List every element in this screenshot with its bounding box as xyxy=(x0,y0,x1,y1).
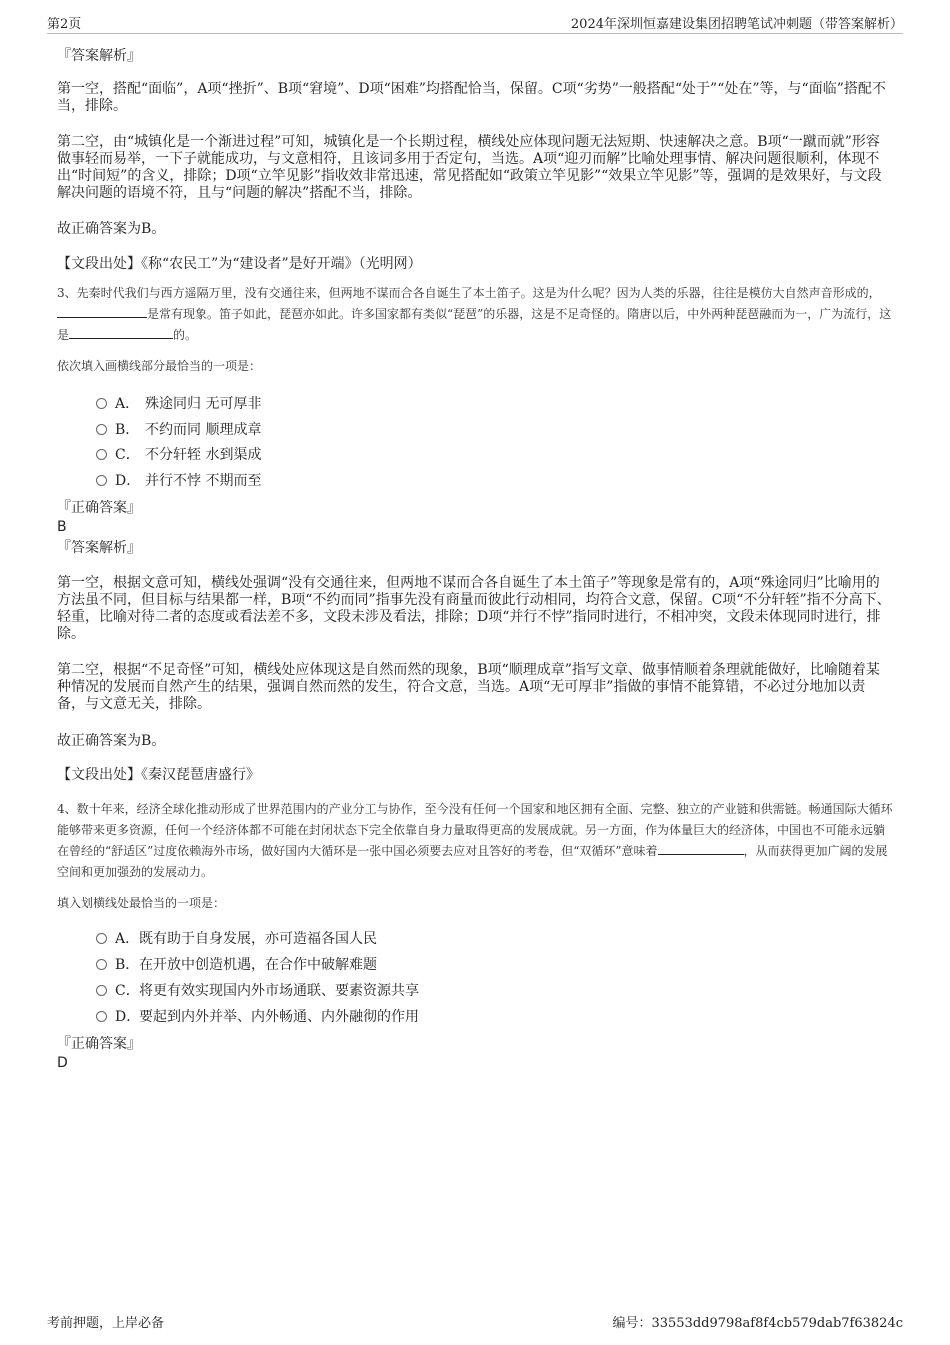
q4-option-b[interactable]: B．在开放中创造机遇，在合作中破解难题 xyxy=(96,955,377,975)
radio-icon[interactable] xyxy=(96,933,107,944)
radio-icon[interactable] xyxy=(96,424,107,435)
q3-stem-part3: 的。 xyxy=(173,328,198,342)
q3-option-a[interactable]: A． 殊途同归 无可厚非 xyxy=(96,394,261,414)
q3-stem-part2: 是常有现象。笛子如此，琵琶亦如此。许多国家都有类似“琵琶”的乐器，这是不足奇怪的。隋唐以后，中外两种琵琶融而为一，广为流行，这是 xyxy=(57,307,892,342)
page-number: 第2页 xyxy=(47,17,82,32)
q4-answer-label: 『正确答案』 xyxy=(57,1036,141,1052)
q2-source: 【文段出处】《称“农民工”为“建设者”是好开端》（光明网） xyxy=(57,256,422,272)
q4-option-c[interactable]: C．将更有效实现国内外市场通联、要素资源共享 xyxy=(96,981,419,1001)
q3-analysis-para1: 第一空，根据文意可知，横线处强调“没有交通往来，但两地不谋而合各自诞生了本土笛子”等现象是常有的，A项“殊途同归”比喻用的方法虽不同，但目标与结果都一样，B项“不约而同”指事先没有商量而彼此行动相同，均符合文意，保留。C项“不分轩轾”指不分高下、轻重，比喻对待二者的态度或看法差不多，文段未涉及看法，排除；D项“并行不悖”指同时进行，不相冲突，文段未体现同时进行，排除。 xyxy=(57,575,891,642)
q4-stem-part2: ，从而获得更加广阔的发展空间和更加强劲的发展动力。 xyxy=(57,844,888,879)
q4-blank xyxy=(658,842,744,855)
q3-source: 【文段出处】《秦汉琵琶唐盛行》 xyxy=(57,767,260,783)
page-footer xyxy=(47,1312,903,1334)
q3-analysis-para2: 第二空，根据“不足奇怪”可知，横线处应体现这是自然而然的现象，B项“顺理成章”指写文章、做事情顺着条理就能做好，比喻随着某种情况的发展而自然产生的结果，强调自然而然的发生，符合文意，当选。A项“无可厚非”指做的事情不能算错，不必过分地加以责备，与文意无关，排除。 xyxy=(57,662,880,712)
document-id: 编号：33553dd9798af8f4cb579dab7f63824c xyxy=(612,1316,903,1331)
q2-analysis-para2: 第二空，由“城镇化是一个渐进过程”可知，城镇化是一个长期过程，横线处应体现问题无法短期、快速解决之意。B项“一蹴而就”形容做事轻而易举，一下子就能成功，与文意相符，且该词多用于否定句，当选。A项“迎刃而解”比喻处理事情、解决问题很顺利，体现不出“时间短”的含义，排除；D项“立竿见影”指收效非常迅速，常见搭配如“政策立竿见影”“效果立竿见影”等，强调的是效果好，与文段解决问题的语境不符，且与“问题的解决”搭配不当，排除。 xyxy=(57,134,882,201)
q4-option-a[interactable]: A．既有助于自身发展，亦可造福各国人民 xyxy=(96,929,377,949)
q4-option-d[interactable]: D．要起到内外并举、内外畅通、内外融彻的作用 xyxy=(96,1007,419,1027)
q3-blank-1 xyxy=(57,305,147,318)
q3-analysis-label: 『答案解析』 xyxy=(57,540,141,556)
q3-prompt: 依次填入画横线部分最恰当的一项是： xyxy=(57,359,262,373)
q3-answer: B xyxy=(57,519,67,535)
q2-conclusion: 故正确答案为B。 xyxy=(57,221,166,237)
q3-stem xyxy=(57,283,893,346)
radio-icon[interactable] xyxy=(96,1011,107,1022)
q4-prompt: 填入划横线处最恰当的一项是： xyxy=(57,896,226,910)
q2-analysis-label: 『答案解析』 xyxy=(57,48,141,64)
q3-option-b[interactable]: B． 不约而同 顺理成章 xyxy=(96,420,261,440)
q3-answer-label: 『正确答案』 xyxy=(57,500,141,516)
radio-icon[interactable] xyxy=(96,475,107,486)
q2-analysis-para1: 第一空，搭配“面临”，A项“挫折”、B项“窘境”、D项“困难”均搭配恰当，保留。C项“劣势”一般搭配“处于”“处在”等，与“面临”搭配不当，排除。 xyxy=(57,81,886,114)
q3-option-c[interactable]: C． 不分轩轾 水到渠成 xyxy=(96,445,261,465)
q4-stem-part1: 4、数十年来，经济全球化推动形成了世界范围内的产业分工与协作，至今没有任何一个国家和地区拥有全面、完整、独立的产业链和供需链。畅通国际大循环能够带来更多资源，任何一个经济体都不可能在封闭状态下完全依靠自身力量取得更高的发展成就。另一方面，作为体量巨大的经济体，中国也不可能永远躺在曾经的“舒适区”过度依赖海外市场，做好国内大循环是一张中国必须要去应对且答好的考卷，但“双循环”意味着 xyxy=(57,802,893,858)
radio-icon[interactable] xyxy=(96,985,107,996)
radio-icon[interactable] xyxy=(96,959,107,970)
page-header xyxy=(47,13,903,34)
q3-conclusion: 故正确答案为B。 xyxy=(57,733,166,749)
radio-icon[interactable] xyxy=(96,398,107,409)
q3-stem-part1: 3、先秦时代我们与西方遥隔万里，没有交通往来，但两地不谋而合各自诞生了本土笛子。这是为什么呢？因为人类的乐器，往往是模仿大自然声音形成的， xyxy=(57,286,881,300)
q3-blank-2 xyxy=(69,326,173,339)
footer-slogan: 考前押题，上岸必备 xyxy=(47,1316,165,1331)
radio-icon[interactable] xyxy=(96,449,107,460)
q3-option-d[interactable]: D． 并行不悖 不期而至 xyxy=(96,471,261,491)
document-title: 2024年深圳恒嘉建设集团招聘笔试冲刺题（带答案解析） xyxy=(570,17,903,32)
q4-stem xyxy=(57,799,893,883)
q4-answer: D xyxy=(57,1055,68,1071)
